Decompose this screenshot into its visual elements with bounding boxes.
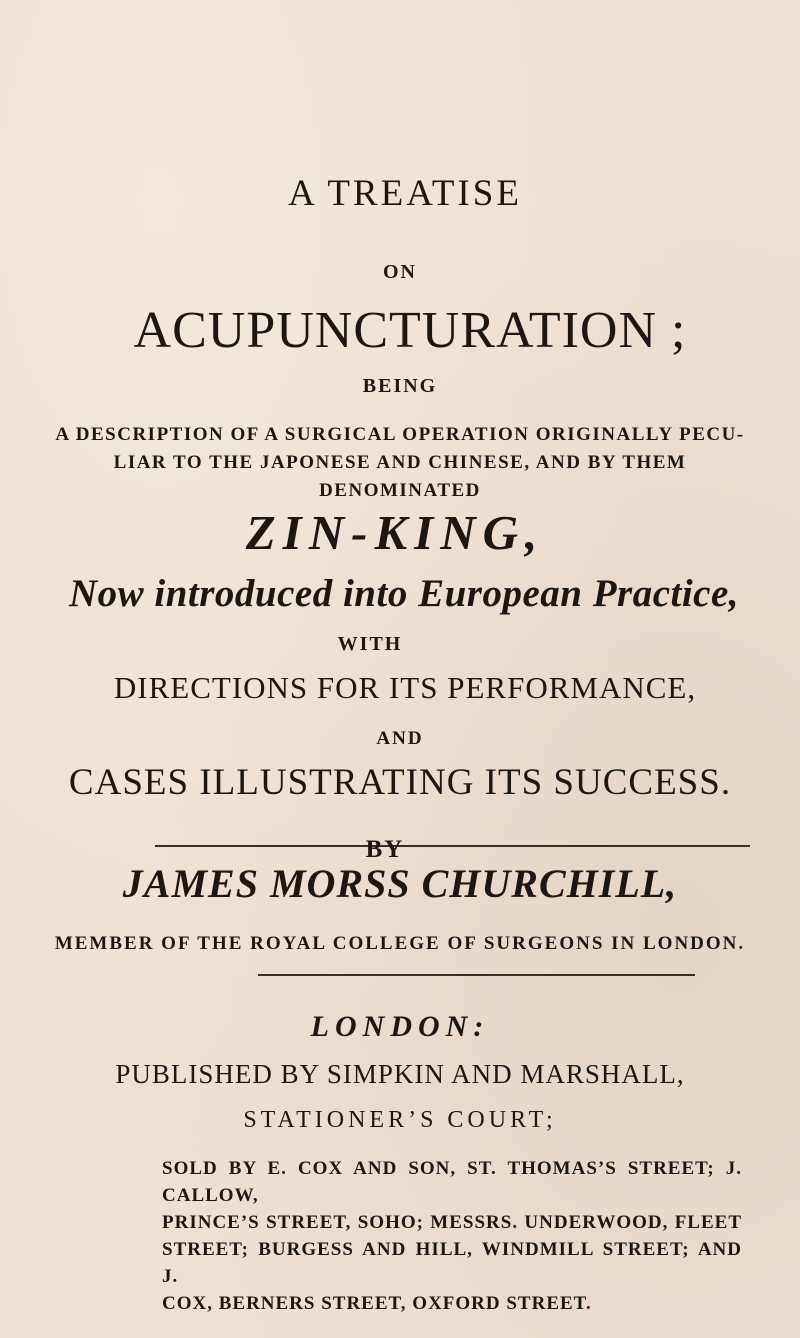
publisher-line: PUBLISHED BY SIMPKIN AND MARSHALL, <box>115 1059 685 1089</box>
author-name: JAMES MORSS CHURCHILL, <box>122 861 678 906</box>
title-line-3: ACUPUNCTURATION ; <box>133 302 687 359</box>
sold-by-line-2: PRINCE’S STREET, SOHO; MESSRS. UNDERWOOD, FLEET <box>162 1212 742 1233</box>
now-line: Now introduced into European Practice, <box>68 572 740 615</box>
being-label: BEING <box>362 375 438 397</box>
title-line-1: A TREATISE <box>288 173 522 214</box>
name-term: ZIN-KING, <box>245 505 545 560</box>
and-label: AND <box>376 728 424 749</box>
publisher-location: STATIONER’S COURT; <box>243 1107 557 1133</box>
imprint-city: LONDON: <box>310 1010 490 1043</box>
author-title: MEMBER OF THE ROYAL COLLEGE OF SURGEONS IN LONDON. <box>54 933 746 954</box>
sold-by-line-3: STREET; BURGESS AND HILL, WINDMILL STREET; AND J. <box>162 1239 742 1287</box>
description-line-2: LIAR TO THE JAPONESE AND CHINESE, AND BY THEM <box>113 452 687 473</box>
directions-line: DIRECTIONS FOR ITS PERFORMANCE, <box>113 670 697 705</box>
by-label: BY <box>365 836 405 863</box>
sold-by-block <box>162 1155 742 1317</box>
divider-rule-bottom <box>258 974 695 976</box>
sold-by-line-1: SOLD BY E. COX AND SON, ST. THOMAS’S STREET; J. CALLOW, <box>162 1158 742 1206</box>
title-line-2: ON <box>383 261 417 283</box>
sold-by-line-4: COX, BERNERS STREET, OXFORD STREET. <box>162 1293 592 1314</box>
description-line-1: A DESCRIPTION OF A SURGICAL OPERATION ORIGINALLY PECU- <box>55 424 745 445</box>
description-block <box>0 421 800 505</box>
cases-line: CASES ILLUSTRATING ITS SUCCESS. <box>68 762 732 803</box>
description-line-3: DENOMINATED <box>319 480 481 501</box>
with-label: WITH <box>337 633 403 655</box>
